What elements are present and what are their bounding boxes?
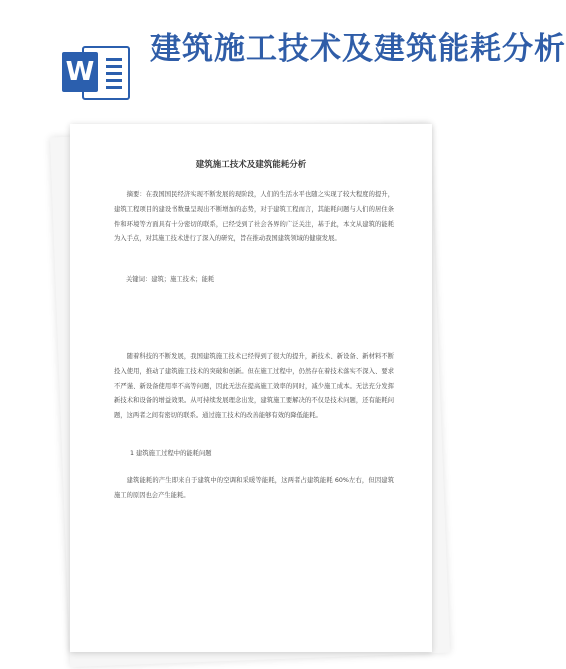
body-paragraph: 随着科技的不断发展，我国建筑施工技术已经得到了很大的提升，新技术、新设备、新材料不断投入使用，推动了建筑施工技术的突破和创新。但在施工过程中，仍然存在着技术落实不深入、要求不严谨、新设备使用率不高等问题，因此无法在提高施工效率的同时，减少施工成本。无法充分发挥新技术和设备的增益效果。从可持续发展理念出发，建筑施工要解决的不仅是技术问题，还有能耗问题，这两者之间有密切的联系。通过施工技术的改善能够有效的降低能耗。 — [114, 353, 394, 420]
header — [0, 0, 566, 120]
word-badge: W — [62, 52, 98, 92]
word-document-icon — [62, 40, 128, 102]
paper-title: 建筑施工技术及建筑能耗分析 — [195, 160, 307, 170]
body-paragraph: 建筑能耗的产生即来自于建筑中的空调和采暖等能耗，这两者占建筑能耗 60%左右，但因建筑施工的原因也会产生能耗。 — [114, 477, 394, 499]
document-page — [70, 124, 432, 652]
keywords: 关键词：建筑；施工技术；能耗 — [126, 276, 215, 283]
section-heading: 1 建筑施工过程中的能耗问题 — [130, 450, 212, 457]
document-title: 建筑施工技术及建筑能耗分析 — [150, 31, 566, 67]
page-preview — [50, 118, 450, 658]
abstract: 摘要：在我国国民经济实现不断发展的现阶段，人们的生活水平也随之实现了较大程度的提升，建筑工程项目的建设书数量呈现出不断增加的态势，对于建筑工程而言，其能耗问题与人们的居住条件和环境等方面具有十分密切的联系，已经受到了社会各界的广泛关注，基于此，本文从建筑的能耗为入手点，对其施工技术进行了深入的研究，旨在推动我国建筑领域的健康发展。 — [114, 191, 394, 243]
